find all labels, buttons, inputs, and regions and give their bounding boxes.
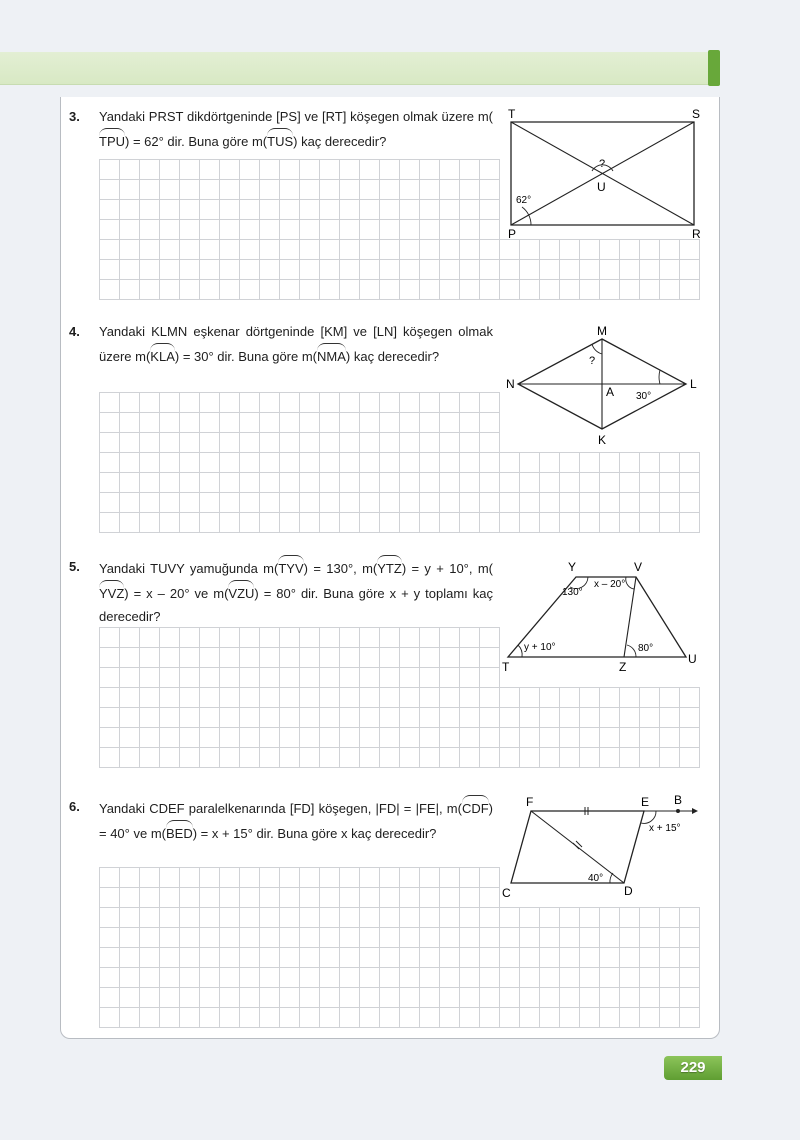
label-C: C	[502, 886, 511, 900]
label-T: T	[508, 107, 516, 121]
label-angle-130: 130°	[562, 587, 583, 598]
question-text: Yandaki PRST dikdörtgeninde [PS] ve [RT] köşegen olmak üzere m(TPU) = 62° dir. Buna göre m(TUS) kaç derecedir?	[99, 105, 493, 153]
rectangle-figure	[496, 105, 706, 240]
label-angle-y: y + 10°	[524, 642, 556, 653]
label-angle-x: x + 15°	[649, 823, 681, 834]
label-Y: Y	[568, 560, 577, 574]
question-number: 3.	[69, 109, 80, 124]
label-L: L	[690, 377, 697, 391]
label-question: ?	[599, 158, 606, 170]
label-A: A	[606, 385, 615, 399]
worksheet-page	[60, 97, 720, 1039]
question-number: 6.	[69, 799, 80, 814]
label-E: E	[641, 795, 650, 809]
label-T: T	[502, 660, 510, 674]
label-R: R	[692, 227, 701, 240]
label-N: N	[506, 377, 515, 391]
label-U: U	[688, 652, 697, 666]
label-B: B	[674, 793, 683, 807]
page-number-badge: 229	[664, 1056, 722, 1080]
rhombus-figure	[496, 324, 706, 449]
answer-grid[interactable]	[99, 627, 500, 768]
label-P: P	[508, 227, 517, 240]
label-angle: 62°	[516, 195, 532, 206]
label-S: S	[692, 107, 701, 121]
answer-grid[interactable]	[99, 159, 500, 300]
label-D: D	[624, 884, 633, 898]
header-tab	[708, 50, 720, 86]
answer-grid[interactable]	[499, 907, 700, 1028]
parallelogram-figure	[496, 793, 706, 903]
answer-grid[interactable]	[99, 867, 500, 1028]
question-text: Yandaki KLMN eşkenar dörtgeninde [KM] ve [LN] köşegen olmak üzere m(KLA) = 30° dir. Buna göre m(NMA) kaç derecedir?	[99, 320, 493, 368]
header-band	[0, 52, 720, 85]
label-angle-80: 80°	[638, 643, 654, 654]
label-V: V	[634, 560, 643, 574]
label-Z: Z	[619, 660, 627, 674]
trapezoid-figure	[496, 557, 706, 682]
label-M: M	[597, 324, 607, 338]
label-U: U	[597, 180, 606, 194]
question-number: 5.	[69, 559, 80, 574]
answer-grid[interactable]	[499, 687, 700, 768]
label-F: F	[526, 795, 534, 809]
question-text: Yandaki CDEF paralelkenarında [FD] köşegen, |FD| = |FE|, m(CDF) = 40° ve m(BED) = x + 15° dir. Buna göre x kaç derecedir?	[99, 795, 493, 845]
label-angle: 30°	[636, 391, 652, 402]
answer-grid[interactable]	[499, 239, 700, 300]
label-angle-40: 40°	[588, 873, 604, 884]
answer-grid[interactable]	[499, 452, 700, 533]
question-text: Yandaki TUVY yamuğunda m(TYV) = 130°, m(YTZ) = y + 10°, m(YVZ) = x – 20° ve m(VZU) = 80° dir. Buna göre x + y toplamı kaç derecedir?	[99, 555, 493, 628]
label-K: K	[598, 433, 607, 447]
label-angle-x: x – 20°	[594, 579, 626, 590]
label-question: ?	[589, 355, 596, 367]
answer-grid[interactable]	[99, 392, 500, 533]
question-number: 4.	[69, 324, 80, 339]
